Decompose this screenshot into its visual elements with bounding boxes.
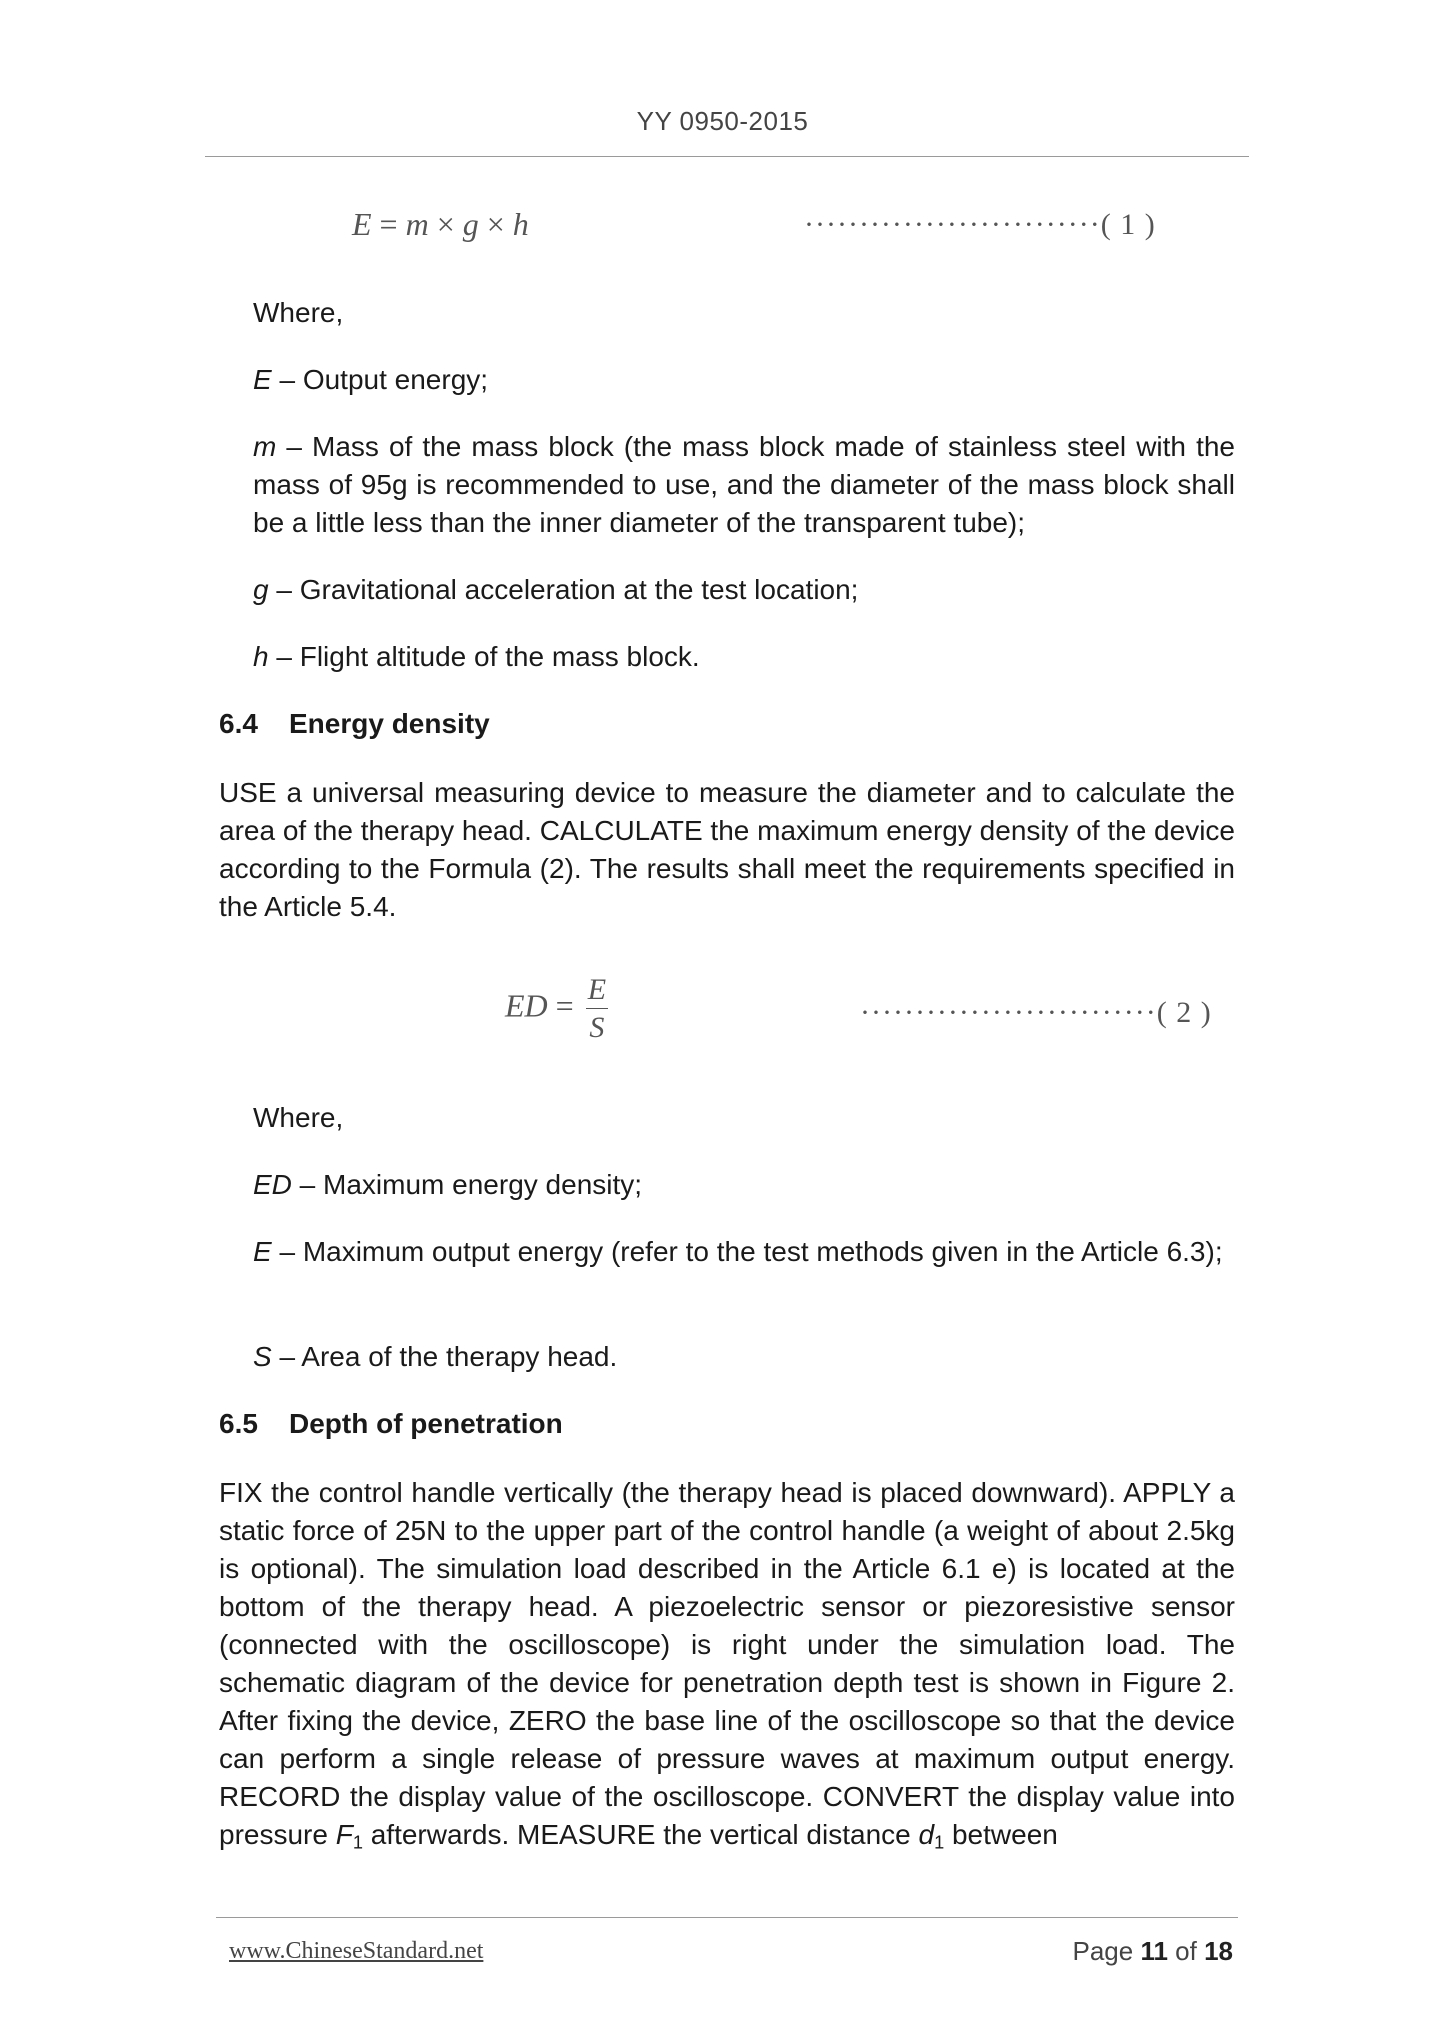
document-id: YY 0950-2015	[636, 106, 809, 136]
section-6-5-body: FIX the control handle vertically (the therapy head is placed downward). APPLY a static force of 25N to the upper part of the control handle (a weight of about 2.5kg is optional). The simulation load described in the Article 6.1 e) is located at the bottom of the therapy head. A piezoelectric sensor or piezoresistive sensor (connected with the oscilloscope) is right under the simulation load. The schematic diagram of the device for penetration depth test is shown in Figure 2. After fixing the device, ZERO the base line of the oscilloscope so that the device can perform a single release of pressure waves at maximum output energy. RECORD the display value of the oscilloscope. CONVERT the display value into pressure $F_1$ afterwards. MEASURE the vertical distance $d_1$ between	[219, 1477, 1235, 1853]
footer-rule	[216, 1917, 1238, 1918]
section-6-4-body: USE a universal measuring device to measure the diameter and to calculate the area of the therapy head. CALCULATE the maximum energy density of the device according to the Formula (2). The results shall meet the requirements specified in the Article 5.4.	[219, 777, 1235, 922]
footer-website-link[interactable]: www.ChineseStandard.net	[229, 1938, 484, 1964]
formula-2: ED = $\frac{E}{S}$	[505, 973, 607, 1044]
section-heading-6-5: 6.5 Depth of penetration	[219, 1408, 563, 1439]
formula-2-leader: ···························( 2 )	[860, 996, 1212, 1029]
definition-m: m – Mass of the mass block (the mass block made of stainless steel with the mass of 95g is recommended to use, and the diameter of the mass block shall be a little less than the inner diameter of the transparent tube);	[253, 431, 1235, 538]
definition-h: h – Flight altitude of the mass block.	[253, 641, 700, 672]
definition-E: E – Output energy;	[253, 364, 489, 395]
page-number: Page 11 of 18	[1072, 1936, 1233, 1966]
formula-1-leader: ···························( 1 )	[804, 208, 1156, 241]
definition-S: S – Area of the therapy head.	[253, 1341, 618, 1372]
section-heading-6-4: 6.4 Energy density	[219, 708, 490, 739]
definition-E-max: E – Maximum output energy (refer to the test methods given in the Article 6.3);	[253, 1236, 1223, 1267]
header-rule	[205, 156, 1249, 157]
definition-ED: ED – Maximum energy density;	[253, 1169, 643, 1200]
fraction: $\frac{E}{S}$	[587, 973, 607, 1044]
where-label-1: Where,	[253, 297, 344, 328]
formula-1-number: ( 1 )	[1100, 208, 1156, 241]
formula-1: E = m × g × h	[352, 206, 529, 242]
formula-2-number: ( 2 )	[1156, 996, 1212, 1029]
where-label-2: Where,	[253, 1102, 344, 1133]
definition-g: g – Gravitational acceleration at the test location;	[253, 574, 859, 605]
